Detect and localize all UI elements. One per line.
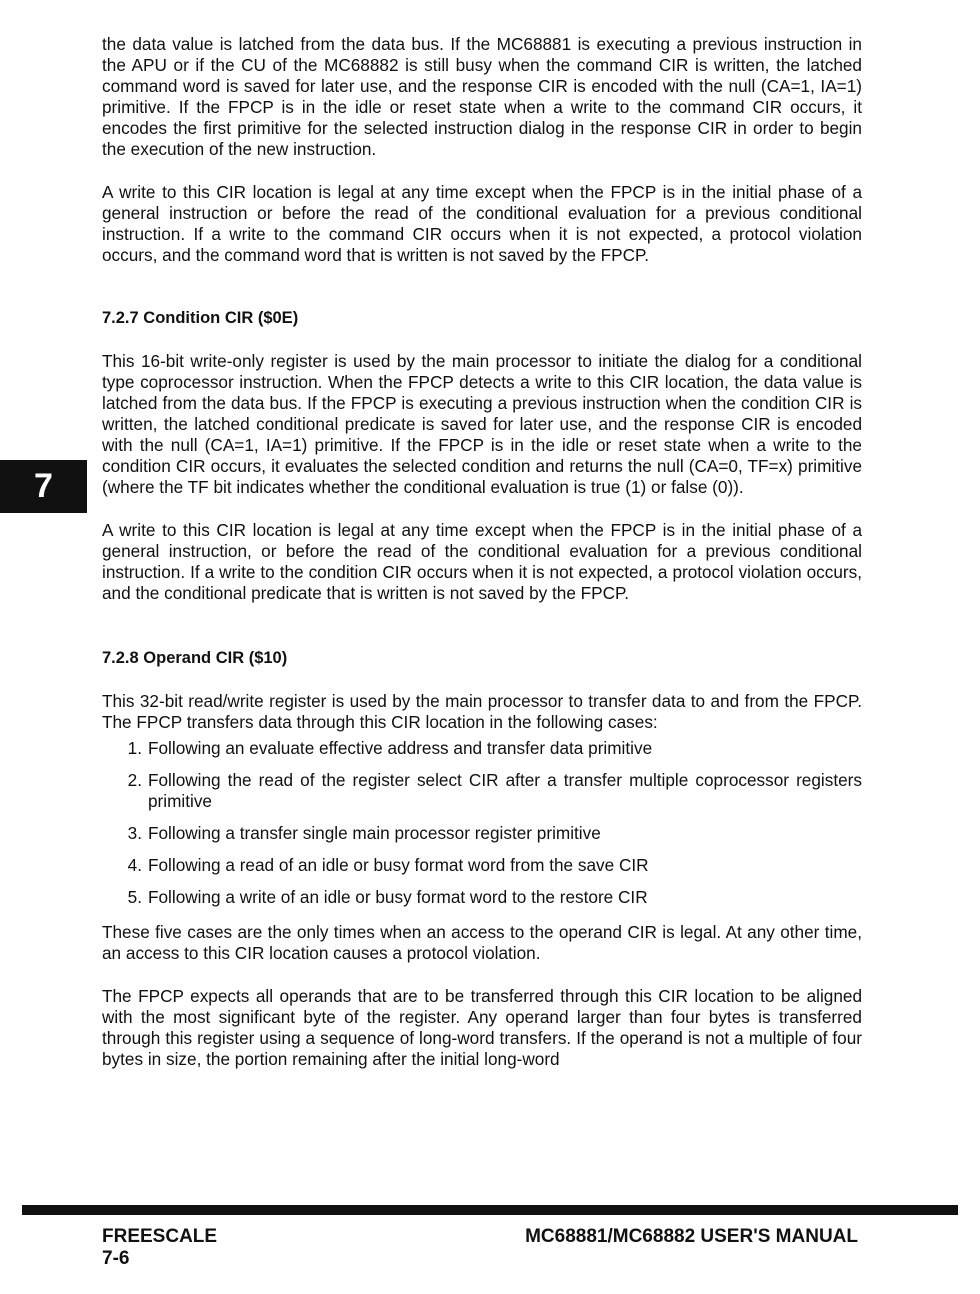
page-body xyxy=(102,34,862,1070)
paragraph-operand-cir-legal: These five cases are the only times when an access to the operand CIR is legal. At any other time, an access to this CIR location causes a protocol violation. xyxy=(102,922,862,963)
list-item xyxy=(102,770,862,812)
list-item-number: 4. xyxy=(127,855,142,875)
list-item-text: Following a read of an idle or busy format word from the save CIR xyxy=(148,855,649,875)
list-item-number: 1. xyxy=(127,738,142,758)
list-item-number: 2. xyxy=(127,770,142,790)
list-item-text: Following the read of the register select CIR after a transfer multiple coprocessor registers primitive xyxy=(148,770,862,811)
list-item xyxy=(102,855,862,876)
list-item-text: Following a transfer single main processor register primitive xyxy=(148,823,601,843)
operand-cases-list xyxy=(102,738,862,908)
chapter-tab: 7 xyxy=(0,460,87,513)
list-item-text: Following a write of an idle or busy format word to the restore CIR xyxy=(148,887,648,907)
list-item-number: 3. xyxy=(127,823,142,843)
footer-company: FREESCALE xyxy=(102,1226,218,1247)
list-item xyxy=(102,823,862,844)
paragraph-command-cir-legal: A write to this CIR location is legal at any time except when the FPCP is in the initial phase of a general instruction or before the read of the conditional evaluation for a previous conditional instruction. If a write to the command CIR occurs when it is not expected, a protocol violation occurs, and the command word that is written is not saved by the FPCP. xyxy=(102,182,862,265)
paragraph-operand-alignment: The FPCP expects all operands that are to be transferred through this CIR location to be aligned with the most significant byte of the register. Any operand larger than four bytes is transferred through this register using a sequence of long-word transfers. If the operand is not a multiple of four bytes in size, the portion remaining after the initial long-word xyxy=(102,986,862,1069)
paragraph-command-cir-latch: the data value is latched from the data bus. If the MC68881 is executing a previous instruction in the APU or if the CU of the MC68882 is still busy when the command CIR is written, the latched command word is saved for later use, and the response CIR is encoded with the null (CA=1, IA=1) primitive. If the FPCP is in the idle or reset state when a write to the command CIR occurs, it encodes the first primitive for the selected instruction dialog in the response CIR in order to begin the execution of the new instruction. xyxy=(102,34,862,159)
footer-rule xyxy=(22,1205,958,1215)
paragraph-operand-cir-desc: This 32-bit read/write register is used by the main processor to transfer data to and from the FPCP. The FPCP transfers data through this CIR location in the following cases: xyxy=(102,691,862,732)
list-item xyxy=(102,738,862,759)
list-item-number: 5. xyxy=(127,887,142,907)
list-item-text: Following an evaluate effective address and transfer data primitive xyxy=(148,738,653,758)
paragraph-condition-cir-legal: A write to this CIR location is legal at any time except when the FPCP is in the initial phase of a general instruction, or before the read of the conditional evaluation for a previous conditional instruction. If a write to the condition CIR occurs when it is not expected, a protocol violation occurs, and the conditional predicate that is written is not saved by the FPCP. xyxy=(102,520,862,603)
heading-operand-cir: 7.2.8 Operand CIR ($10) xyxy=(102,649,288,667)
paragraph-condition-cir-desc: This 16-bit write-only register is used by the main processor to initiate the dialog for a conditional type coprocessor instruction. When the FPCP detects a write to this CIR location, the data value is latched from the data bus. If the FPCP is executing a previous instruction when the condition CIR is written, the latched conditional predicate is saved for later use, and the response CIR is encoded with the null (CA=1, IA=1) primitive. If the FPCP is in the idle or reset state when a write to the condition CIR occurs, it evaluates the selected condition and returns the null (CA=0, TF=x) primitive (where the TF bit indicates whether the conditional evaluation is true (1) or false (0)). xyxy=(102,351,862,497)
footer-manual-title: MC68881/MC68882 USER'S MANUAL xyxy=(525,1226,858,1247)
heading-condition-cir: 7.2.7 Condition CIR ($0E) xyxy=(102,309,299,327)
footer-page-number: 7-6 xyxy=(102,1248,130,1269)
list-item xyxy=(102,887,862,908)
footer-left xyxy=(102,1226,217,1270)
